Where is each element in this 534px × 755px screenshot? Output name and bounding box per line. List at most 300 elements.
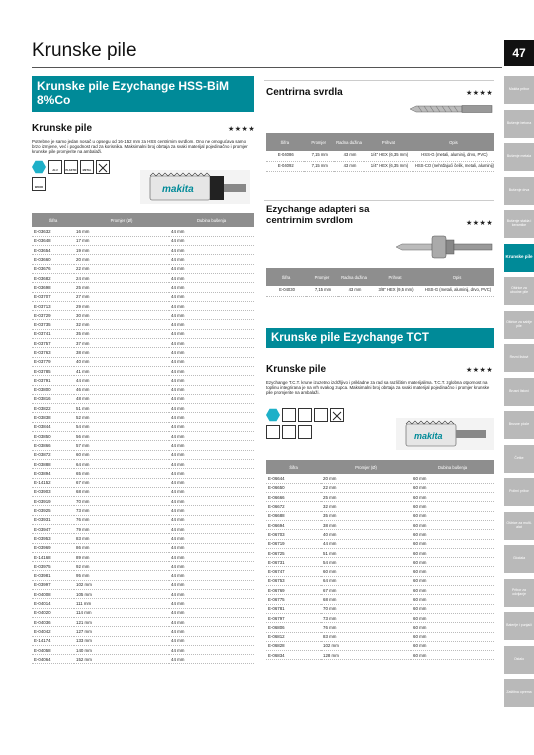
category-tab[interactable]: Rezni listovi [504, 344, 534, 372]
category-tab[interactable]: Bušenje metala [504, 143, 534, 171]
table-cell: 44 mm [169, 469, 254, 478]
table-cell: 73 mm [321, 613, 411, 622]
table-cell: 56 mm [74, 432, 169, 441]
table-row [32, 580, 254, 589]
table-cell: E-03894 [32, 469, 74, 478]
table-row [32, 413, 254, 422]
table-cell: 30 mm [74, 311, 169, 320]
table-cell: 54 mm [74, 422, 169, 431]
table-row [266, 151, 494, 161]
table-cell: HSS-G (metali, aluminij, drvo, PVC) [420, 286, 494, 296]
centering-drill-table [266, 133, 494, 172]
table-cell: 44 mm [169, 394, 254, 403]
table-cell: E-03866 [32, 441, 74, 450]
table-cell: E-06834 [266, 651, 321, 660]
category-tab[interactable]: Glodala [504, 545, 534, 573]
table-cell: 128 mm [321, 651, 411, 660]
table-cell: 38 mm [321, 520, 411, 529]
table-row [266, 641, 494, 650]
no-metal-icon [330, 408, 344, 422]
category-tab[interactable]: Pribor za odvijanje [504, 579, 534, 607]
table-row [32, 655, 254, 664]
category-tab[interactable]: Oštrice za sablje pile [504, 311, 534, 339]
table-cell: E-06703 [266, 530, 321, 539]
wood-material-icon: WOOD [32, 177, 46, 191]
category-tab[interactable]: Bušenje drva [504, 177, 534, 205]
column-header: Dubina bušenja [169, 213, 254, 227]
table-row [32, 552, 254, 561]
table-row [32, 469, 254, 478]
adapter-table [266, 268, 494, 297]
table-cell: E-03997 [32, 580, 74, 589]
table-row [266, 502, 494, 511]
plastic-material-icon: PLASTIC [64, 160, 78, 174]
table-row [32, 608, 254, 617]
table-cell: E-03888 [32, 459, 74, 468]
table-cell: E-03654 [32, 246, 74, 255]
column-header: Prihvat [364, 133, 413, 151]
table-cell: 44 mm [169, 255, 254, 264]
category-tab[interactable]: Bušenje betona [504, 110, 534, 138]
table-cell: 60 mm [411, 502, 494, 511]
category-tab[interactable]: Oštrice za multi-alat [504, 512, 534, 540]
tct-hole-saw-image [396, 418, 494, 450]
table-row [266, 530, 494, 539]
hex-shank-icon [266, 408, 280, 422]
table-cell: 60 mm [411, 623, 494, 632]
product-description: Potrebne je samo jedan nosač u opsegu od 16-152 mm za HSS centrirnim svrdlom. Ono ne omogućava samo brzo izmjene, već i pogodnost rad za korisnika. Maksimalni broj obrtaja za svaki materijal pojedinačno i promjer krunske pile promjerite na ambalaži. [32, 139, 248, 155]
table-cell: 60 mm [411, 483, 494, 492]
table-row [32, 339, 254, 348]
table-row [32, 404, 254, 413]
table-cell: 70 mm [321, 604, 411, 613]
table-cell: E-06775 [266, 595, 321, 604]
table-row [32, 301, 254, 310]
table-row [32, 627, 254, 636]
metal-material-icon: METAL [80, 160, 94, 174]
table-row [266, 632, 494, 641]
table-cell: 67 mm [74, 478, 169, 487]
plastic-material-icon [282, 425, 296, 439]
category-tab[interactable]: Makita pribor [504, 76, 534, 104]
table-cell: 44 mm [169, 645, 254, 654]
table-cell: 27 mm [74, 292, 169, 301]
table-row [32, 246, 254, 255]
column-header: Dubina bušenja [411, 460, 494, 474]
table-cell: E-03660 [32, 255, 74, 264]
page-title: Krunske pile [32, 40, 137, 61]
hole-saw-product-image [140, 170, 250, 204]
table-cell: 22 mm [74, 264, 169, 273]
table-row [32, 525, 254, 534]
table-cell: 44 mm [169, 617, 254, 626]
table-cell: 44 mm [169, 348, 254, 357]
header-divider [32, 67, 502, 68]
table-row [266, 483, 494, 492]
table-cell: 79 mm [74, 525, 169, 534]
adapter-image [396, 232, 494, 267]
table-cell: 60 mm [74, 450, 169, 459]
table-cell: 44 mm [169, 562, 254, 571]
no-concrete-icon [96, 160, 110, 174]
table-cell: E-06753 [266, 576, 321, 585]
table-cell: E-04092 [266, 161, 304, 171]
table-cell: 32 mm [74, 320, 169, 329]
table-cell: 44 mm [169, 590, 254, 599]
table-cell: E-04008 [32, 590, 74, 599]
table-row [266, 520, 494, 529]
table-cell: 44 mm [169, 246, 254, 255]
table-cell: 7,15 mm [304, 151, 334, 161]
table-cell: 44 mm [169, 357, 254, 366]
table-cell: E-03800 [32, 385, 74, 394]
table-cell: 20 mm [321, 474, 411, 483]
table-cell: 44 mm [169, 525, 254, 534]
rating-stars: ★★★★ [466, 367, 494, 374]
table-cell: E-03779 [32, 357, 74, 366]
table-cell: E-03632 [32, 227, 74, 236]
table-row [266, 539, 494, 548]
table-cell: E-06812 [266, 632, 321, 641]
category-tab[interactable]: Brusni listovi [504, 378, 534, 406]
table-cell: E-06650 [266, 483, 321, 492]
table-cell: 121 mm [74, 617, 169, 626]
table-cell: 60 mm [411, 474, 494, 483]
table-cell: E-06694 [266, 520, 321, 529]
table-cell: 64 mm [74, 459, 169, 468]
category-tab-strip [504, 70, 534, 755]
table-cell: 44 mm [169, 366, 254, 375]
table-cell: 43 mm [334, 151, 364, 161]
table-row [266, 576, 494, 585]
table-cell: E-06781 [266, 604, 321, 613]
table-row [32, 283, 254, 292]
table-cell: E-06731 [266, 558, 321, 567]
table-row [266, 474, 494, 483]
table-cell: E-03925 [32, 506, 74, 515]
table-row [32, 432, 254, 441]
table-cell: 44 mm [169, 543, 254, 552]
centering-drill-title: Centrirna svrdla [266, 87, 343, 98]
table-cell: 68 mm [321, 595, 411, 604]
table-cell: E-03903 [32, 487, 74, 496]
table-row [266, 623, 494, 632]
table-row [32, 562, 254, 571]
table-cell: E-14152 [32, 478, 74, 487]
table-cell: E-03981 [32, 571, 74, 580]
table-cell: 16 mm [74, 227, 169, 236]
table-cell: 41 mm [74, 366, 169, 375]
table-row [32, 497, 254, 506]
table-row [32, 571, 254, 580]
table-cell: 44 mm [169, 580, 254, 589]
table-row [32, 636, 254, 645]
table-row [32, 236, 254, 245]
svg-text:makita: makita [162, 184, 194, 195]
column-header: Radna dužina [334, 133, 364, 151]
table-row [266, 286, 494, 296]
table-row [266, 651, 494, 660]
rating-stars: ★★★★ [466, 220, 494, 227]
table-cell: 60 mm [411, 567, 494, 576]
table-cell: E-03838 [32, 413, 74, 422]
table-cell: E-06797 [266, 613, 321, 622]
table-cell: 24 mm [74, 273, 169, 282]
table-row [32, 394, 254, 403]
table-cell: 44 mm [169, 311, 254, 320]
table-row [32, 478, 254, 487]
table-cell: 60 mm [411, 530, 494, 539]
table-row [32, 534, 254, 543]
section-header-hss-bim: Krunske pile Ezychange HSS-BiM 8%Co [32, 76, 254, 112]
table-cell: 60 mm [411, 586, 494, 595]
table-row [266, 511, 494, 520]
table-cell: 67 mm [321, 586, 411, 595]
table-cell: HSS-CO (nehrđajući čelik, metali, aluminij) [413, 161, 494, 171]
table-cell: 7,15 mm [306, 286, 338, 296]
table-cell: 60 mm [411, 651, 494, 660]
table-cell: 44 mm [321, 539, 411, 548]
table-cell: 83 mm [74, 534, 169, 543]
table-cell: 44 mm [169, 459, 254, 468]
table-row [32, 311, 254, 320]
column-header: Promjer [306, 268, 338, 286]
table-cell: 38 mm [74, 348, 169, 357]
table-row [32, 487, 254, 496]
table-cell: 44 mm [169, 301, 254, 310]
alu-material-icon [298, 425, 312, 439]
table-cell: 44 mm [169, 227, 254, 236]
category-tab[interactable]: Oštrice za ubodne pile [504, 277, 534, 305]
table-cell: E-06644 [266, 474, 321, 483]
table-cell: E-03850 [32, 432, 74, 441]
table-cell: 44 mm [169, 339, 254, 348]
adapter-title: Ezychange adapteri sa centrirnim svrdlom [266, 204, 370, 226]
column-header: Promjer (Ø) [74, 213, 169, 227]
table-cell: 1/4" HEX (6,35 mm) [364, 161, 413, 171]
table-row [32, 348, 254, 357]
category-tab[interactable]: Polirni pribor [504, 478, 534, 506]
table-row [32, 543, 254, 552]
table-row [266, 493, 494, 502]
table-cell: E-03822 [32, 404, 74, 413]
table-cell: 44 mm [169, 432, 254, 441]
table-cell: E-06806 [266, 623, 321, 632]
table-row [266, 558, 494, 567]
tct-size-table [266, 460, 494, 660]
column-header: Promjer (Ø) [321, 460, 411, 474]
table-cell: E-06672 [266, 502, 321, 511]
table-cell: 44 mm [169, 283, 254, 292]
page-number: 47 [504, 40, 534, 66]
table-row [32, 264, 254, 273]
table-cell: 73 mm [74, 506, 169, 515]
table-cell: 60 mm [321, 567, 411, 576]
table-cell: 68 mm [74, 487, 169, 496]
table-row [32, 292, 254, 301]
column-header: Šifra [266, 460, 321, 474]
table-row [266, 604, 494, 613]
table-cell: E-03791 [32, 376, 74, 385]
table-row [32, 422, 254, 431]
table-cell: E-03816 [32, 394, 74, 403]
table-row [32, 590, 254, 599]
table-cell: E-03785 [32, 366, 74, 375]
table-cell: 40 mm [321, 530, 411, 539]
table-row [266, 161, 494, 171]
table-row [32, 273, 254, 282]
table-cell: E-06725 [266, 548, 321, 557]
table-cell: 60 mm [411, 558, 494, 567]
aluminium-material-icon: ALU [48, 160, 62, 174]
hex-shank-icon [32, 160, 46, 174]
table-cell: 44 mm [169, 264, 254, 273]
table-cell: 114 mm [74, 608, 169, 617]
table-cell: 44 mm [169, 627, 254, 636]
table-cell: 44 mm [169, 441, 254, 450]
table-cell: E-14174 [32, 636, 74, 645]
table-cell: 20 mm [74, 255, 169, 264]
table-cell: 52 mm [74, 413, 169, 422]
wood-material-icon [266, 425, 280, 439]
table-row [32, 645, 254, 654]
table-cell: E-04020 [32, 608, 74, 617]
table-cell: 44 mm [169, 320, 254, 329]
table-row [32, 357, 254, 366]
table-cell: 60 mm [411, 604, 494, 613]
table-row [32, 441, 254, 450]
table-cell: 140 mm [74, 645, 169, 654]
table-cell: 44 mm [169, 636, 254, 645]
column-header: Prihvat [370, 268, 420, 286]
table-cell: 25 mm [321, 493, 411, 502]
table-cell: E-04014 [32, 599, 74, 608]
table-cell: 95 mm [74, 571, 169, 580]
table-cell: HSS-G (metali, aluminij, drvo, PVC) [413, 151, 494, 161]
table-cell: 44 mm [169, 376, 254, 385]
table-cell: 44 mm [169, 478, 254, 487]
table-cell: 60 mm [411, 632, 494, 641]
table-cell: 76 mm [321, 623, 411, 632]
table-cell: 25 mm [74, 283, 169, 292]
column-header: Opis [413, 133, 494, 151]
category-tab[interactable]: Krunske pile [504, 244, 534, 272]
table-cell: 44 mm [169, 422, 254, 431]
table-row [32, 459, 254, 468]
table-cell: 44 mm [169, 515, 254, 524]
table-cell: E-14168 [32, 552, 74, 561]
category-tab[interactable]: Zaštitna oprema [504, 679, 534, 707]
column-header: Radna dužina [338, 268, 370, 286]
table-cell: 44 mm [169, 236, 254, 245]
table-cell: E-04058 [32, 645, 74, 654]
centering-drill-image [410, 101, 494, 119]
table-cell: 43 mm [338, 286, 370, 296]
table-cell: 44 mm [169, 608, 254, 617]
table-cell: 51 mm [74, 404, 169, 413]
product-title: Krunske pile [266, 364, 327, 375]
product-description: Ezychange T.C.T. krune izuzetno izdržljivo i prikladne za rad sa različitim materijalima. T.C.T. zglobna otpornost na toplinu integrirana je na vrh svakog zupca. Maksimalni broj obrtaja za svaki materijal pojedinačno i promjer krunske pile promjerite na ambalaži. [266, 380, 490, 396]
table-cell: E-04036 [32, 617, 74, 626]
table-cell: 44 mm [169, 497, 254, 506]
table-cell: 44 mm [169, 552, 254, 561]
table-cell: 60 mm [411, 520, 494, 529]
table-cell: 7,15 mm [304, 161, 334, 171]
table-row [266, 595, 494, 604]
table-cell: E-03953 [32, 534, 74, 543]
table-cell: 44 mm [169, 571, 254, 580]
table-row [32, 376, 254, 385]
table-cell: E-03844 [32, 422, 74, 431]
category-tab[interactable]: Bušenje stakla i keramike [504, 210, 534, 238]
table-cell: 22 mm [321, 483, 411, 492]
table-cell: 70 mm [74, 497, 169, 506]
table-row [32, 450, 254, 459]
table-cell: E-03947 [32, 525, 74, 534]
table-cell: 57 mm [74, 441, 169, 450]
table-cell: E-03729 [32, 311, 74, 320]
table-cell: 19 mm [74, 246, 169, 255]
table-row [32, 515, 254, 524]
table-cell: E-06769 [266, 586, 321, 595]
table-cell: E-03676 [32, 264, 74, 273]
category-tab[interactable]: Ostalo [504, 646, 534, 674]
table-cell: E-06747 [266, 567, 321, 576]
table-cell: 60 mm [411, 511, 494, 520]
category-tab[interactable]: Baterije i punjači [504, 612, 534, 640]
table-row [266, 548, 494, 557]
table-cell: 60 mm [411, 595, 494, 604]
table-cell: 83 mm [321, 632, 411, 641]
table-row [32, 599, 254, 608]
table-row [32, 385, 254, 394]
table-cell: 60 mm [411, 641, 494, 650]
table-cell: 46 mm [74, 385, 169, 394]
table-cell: 133 mm [74, 636, 169, 645]
table-cell: E-06828 [266, 641, 321, 650]
table-cell: 92 mm [74, 562, 169, 571]
table-cell: 35 mm [321, 511, 411, 520]
table-cell: 105 mm [74, 590, 169, 599]
category-tab[interactable]: Brusne ploče [504, 411, 534, 439]
table-cell: E-03763 [32, 348, 74, 357]
brick-material-icon [314, 408, 328, 422]
table-cell: 60 mm [411, 548, 494, 557]
table-cell: E-04030 [266, 286, 306, 296]
table-cell: E-03698 [32, 283, 74, 292]
table-cell: 54 mm [321, 558, 411, 567]
table-cell: E-03969 [32, 543, 74, 552]
column-header: Šifra [266, 268, 306, 286]
table-cell: 32 mm [321, 502, 411, 511]
table-cell: 44 mm [74, 376, 169, 385]
category-tab[interactable]: Četke [504, 445, 534, 473]
table-cell: E-03975 [32, 562, 74, 571]
table-cell: 60 mm [411, 576, 494, 585]
table-cell: 43 mm [334, 161, 364, 171]
column-header: Šifra [266, 133, 304, 151]
table-cell: E-03757 [32, 339, 74, 348]
svg-text:makita: makita [414, 431, 443, 441]
table-cell: 48 mm [74, 394, 169, 403]
table-cell: E-03648 [32, 236, 74, 245]
table-row [266, 586, 494, 595]
table-cell: E-06688 [266, 511, 321, 520]
table-cell: 3/8" HEX (9,5 mm) [370, 286, 420, 296]
table-row [32, 506, 254, 515]
table-row [32, 320, 254, 329]
table-cell: 40 mm [74, 357, 169, 366]
